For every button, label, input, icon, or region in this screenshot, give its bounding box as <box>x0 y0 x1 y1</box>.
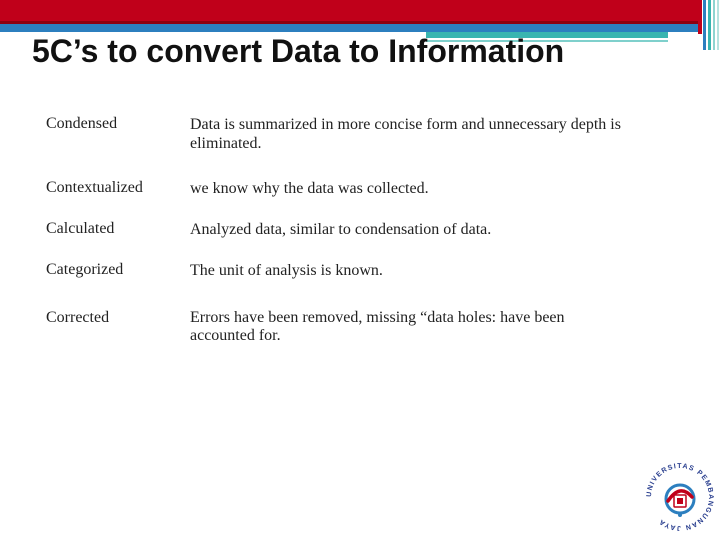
term-label: Corrected <box>46 309 110 326</box>
university-seal-icon <box>640 457 720 537</box>
header-blue-bar <box>0 24 698 32</box>
logo-ring-text: UNIVERSITAS PEMBANGUNAN JAYA <box>645 462 715 532</box>
term-definition: Errors have been removed, missing “data holes: have been accounted for. <box>190 309 565 344</box>
university-logo <box>640 457 720 537</box>
header-strip-5 <box>717 0 719 50</box>
term-definition: The unit of analysis is known. <box>190 262 383 279</box>
header-strip-3 <box>708 0 711 50</box>
term-definition: Data is summarized in more concise form and unnecessary depth is eliminated. <box>190 116 621 152</box>
term-label: Contextualized <box>46 179 143 196</box>
term-label: Condensed <box>46 115 118 132</box>
term-label: Calculated <box>46 220 115 237</box>
header-strip-2 <box>703 0 706 50</box>
header-strip-1 <box>698 0 702 34</box>
header-red-bar <box>0 0 698 21</box>
term-definition: Analyzed data, similar to condensation of data. <box>190 221 492 238</box>
term-definition: we know why the data was collected. <box>190 180 429 197</box>
header-strip-4 <box>713 0 715 50</box>
term-label: Categorized <box>46 261 124 278</box>
slide-title: 5C’s to convert Data to Information <box>32 33 565 69</box>
